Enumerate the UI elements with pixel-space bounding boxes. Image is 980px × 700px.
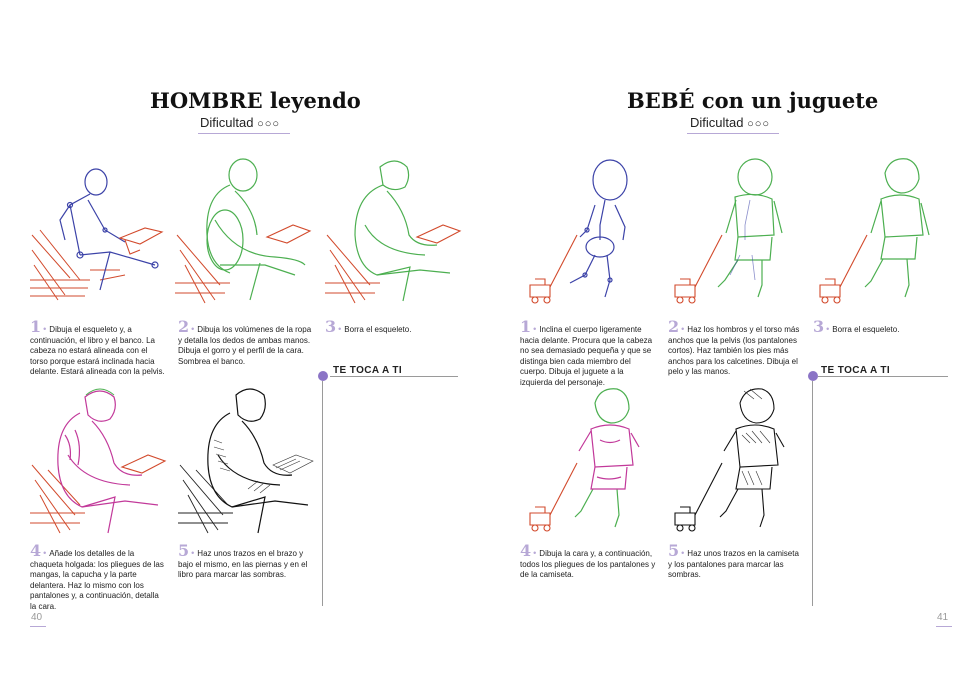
difficulty-level: ○○○	[257, 118, 281, 130]
man-details-drawing	[30, 385, 170, 535]
step-2: 2 • Haz los hombros y el torso más anchos que la pelvis (los pantalones cortos). Haz también los pies más anchos para los calcetines. Dibuja el pelo y las manos.	[668, 317, 800, 377]
step-text: Dibuja la cara y, a continuación, todos los pliegues de los pantalones y de la camiseta.	[520, 549, 656, 580]
your-turn-divider	[812, 381, 813, 606]
step-4: 4 • Añade los detalles de la chaqueta holgada: los pliegues de las mangas, la capucha y la parte delantera. Haz lo mismo con los pantalones y, a continuación, detalla la cara.	[30, 541, 164, 611]
step-text: Dibuja los volúmenes de la ropa y detalla los dedos de ambas manos. Dibuja el gorro y el perfil de la cara. Sombrea el banco.	[178, 325, 312, 366]
your-turn-rule	[818, 376, 948, 377]
difficulty-underline	[198, 133, 290, 134]
your-turn-dot	[318, 371, 328, 381]
step-number: 1	[520, 317, 532, 336]
man-skeleton-drawing	[30, 160, 170, 305]
difficulty-label: Dificultad	[690, 115, 744, 130]
step-text: Añade los detalles de la chaqueta holgada: los pliegues de las mangas, la capucha y la parte delantera. Haz lo mismo con los pantalones y, a continuación, detalla la cara.	[30, 549, 164, 611]
step-5: 5 • Haz unos trazos en el brazo y bajo el mismo, en las piernas y en el libro para marcar las sombras.	[178, 541, 308, 580]
step-number: 2	[178, 317, 190, 336]
your-turn-dot	[808, 371, 818, 381]
step-number: 1	[30, 317, 42, 336]
step-text: Dibuja el esqueleto y, a continuación, el libro y el banco. La cabeza no estará alineada con el torso porque estará inclinada hacia delante. Estará alineada con la pelvis.	[30, 325, 165, 377]
step-5: 5 • Haz unos trazos en la camiseta y los pantalones para marcar las sombras.	[668, 541, 799, 580]
step-text: Haz los hombros y el torso más anchos que la pelvis (los pantalones cortos). Haz también los pies más anchos para los calcetines. Dibuja el pelo y las manos.	[668, 325, 800, 377]
your-turn-title: TE TOCA A TI	[333, 365, 403, 376]
step-number: 5	[178, 541, 190, 560]
baby-skeleton-drawing	[525, 155, 650, 305]
man-shaded-drawing	[178, 385, 318, 535]
baby-shaded-drawing	[670, 385, 800, 535]
right-page	[490, 0, 980, 700]
baby-outline-drawing	[815, 155, 945, 305]
baby-volumes-drawing	[670, 155, 795, 305]
man-volumes-drawing	[175, 155, 315, 305]
page-number-rule	[30, 626, 46, 627]
page-number: 40	[31, 612, 43, 623]
difficulty-underline	[687, 133, 779, 134]
step-text: Borra el esqueleto.	[344, 325, 412, 334]
step-number: 3	[813, 317, 825, 336]
step-1: 1 • Dibuja el esqueleto y, a continuación, el libro y el banco. La cabeza no estará alineada con el torso porque estará inclinada hacia delante. Estará alineada con la pelvis.	[30, 317, 165, 377]
step-text: Borra el esqueleto.	[832, 325, 900, 334]
step-1: 1 • Inclina el cuerpo ligeramente hacia delante. Procura que la cabeza no sea demasiado pequeña y que se distinga bien cada miembro del cuerpo. Dibuja el juguete a la izquierda del personaje.	[520, 317, 653, 387]
step-3: 3 • Borra el esqueleto.	[813, 317, 900, 336]
step-number: 4	[520, 541, 532, 560]
baby-details-drawing	[525, 385, 655, 535]
your-turn-title: TE TOCA A TI	[821, 365, 891, 376]
right-difficulty	[690, 115, 770, 130]
step-text: Haz unos trazos en la camiseta y los pantalones para marcar las sombras.	[668, 549, 799, 580]
difficulty-level: ○○○	[747, 118, 771, 130]
page-number-rule	[936, 626, 952, 627]
man-outline-drawing	[325, 155, 465, 305]
page-number: 41	[937, 612, 949, 623]
step-2: 2 • Dibuja los volúmenes de la ropa y detalla los dedos de ambas manos. Dibuja el gorro y el perfil de la cara. Sombrea el banco.	[178, 317, 312, 366]
step-4: 4 • Dibuja la cara y, a continuación, todos los pliegues de los pantalones y de la camiseta.	[520, 541, 656, 580]
step-text: Inclina el cuerpo ligeramente hacia delante. Procura que la cabeza no sea demasiado pequeña y que se distinga bien cada miembro del cuerpo. Dibuja el juguete a la izquierda del personaje.	[520, 325, 653, 387]
step-3: 3 • Borra el esqueleto.	[325, 317, 412, 336]
difficulty-label: Dificultad	[200, 115, 254, 130]
your-turn-rule	[330, 376, 458, 377]
your-turn-divider	[322, 381, 323, 606]
step-number: 3	[325, 317, 337, 336]
left-page-title: HOMBRE leyendo	[150, 88, 361, 113]
step-number: 4	[30, 541, 42, 560]
step-number: 5	[668, 541, 680, 560]
step-number: 2	[668, 317, 680, 336]
right-page-title: BEBÉ con un juguete	[627, 88, 879, 113]
left-difficulty	[200, 115, 280, 130]
step-text: Haz unos trazos en el brazo y bajo el mismo, en las piernas y en el libro para marcar las sombras.	[178, 549, 308, 580]
